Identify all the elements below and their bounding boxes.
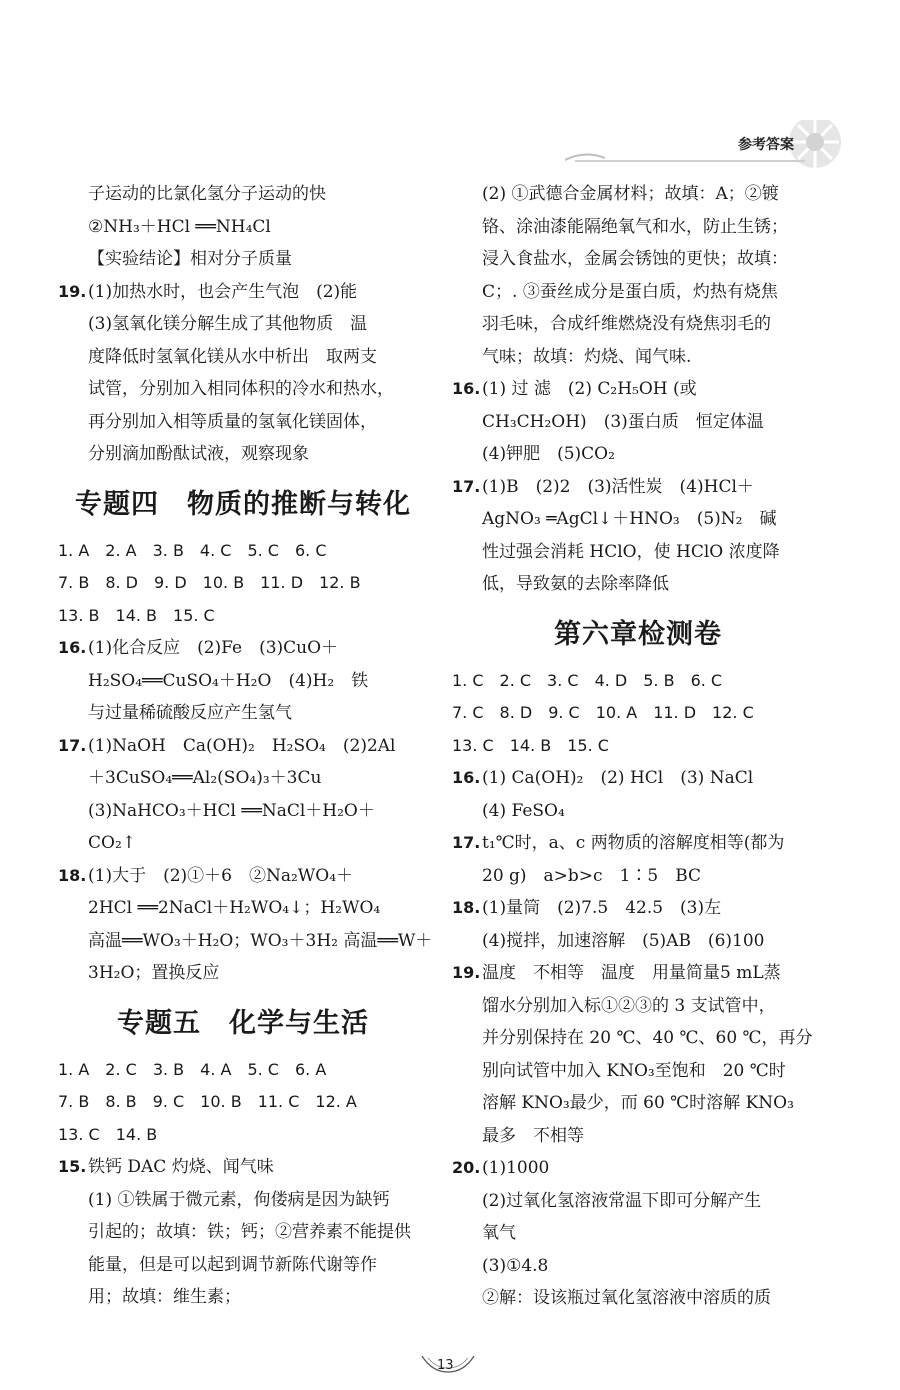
answer-item — [452, 762, 824, 827]
answer-line: ＋3CuSO₄══Al₂(SO₄)₃＋3Cu — [88, 768, 322, 788]
answer-line: (1)化合反应 (2)Fe (3)CuO＋ — [88, 638, 339, 658]
left-column — [58, 178, 433, 1314]
item-number: 15. — [58, 1157, 87, 1176]
answer-line: 铬、涂油漆能隔绝氧气和水，防止生锈； — [482, 216, 788, 237]
answer-line: (4)钾肥 (5)CO₂ — [482, 444, 615, 464]
choice-answers-row: 1. A 2. C 3. B 4. A 5. C 6. A — [58, 1059, 327, 1079]
answer-line: (1)NaOH Ca(OH)₂ H₂SO₄ (2)2Al — [88, 735, 396, 756]
answer-line: 铁钙 DAC 灼烧、闻气味 — [88, 1157, 274, 1177]
answer-item — [58, 860, 433, 990]
item-number: 18. — [58, 865, 87, 885]
right-items-top — [452, 178, 824, 601]
section5-title: 专题五 化学与生活 — [117, 1007, 369, 1039]
answer-line: AgNO₃ ═AgCl↓＋HNO₃ (5)N₂ 碱 — [482, 509, 777, 529]
section4-items — [58, 632, 433, 990]
answer-line: 性过强会消耗 HClO，使 HClO 浓度降 — [482, 541, 780, 562]
answer-line: 试管，分别加入相同体积的冷水和热水， — [88, 379, 394, 399]
answer-item — [452, 471, 824, 601]
answer-line: 再分别加入相等质量的氢氧化镁固体， — [88, 411, 377, 432]
item-number: 19. — [58, 281, 87, 301]
section4-title: 专题四 物质的推断与转化 — [75, 488, 411, 520]
answer-line: t₁℃时，a、c 两物质的溶解度相等(都为 — [482, 833, 785, 853]
answer-line: 并分别保持在 20 ℃、40 ℃、60 ℃，再分 — [482, 1028, 813, 1048]
answer-line: ②解：设该瓶过氧化氢溶液中溶质的质 — [482, 1288, 771, 1308]
item-number: 16. — [452, 768, 481, 787]
answer-item — [452, 892, 824, 957]
answer-line: (3)①4.8 — [482, 1255, 549, 1276]
answer-line: (1)B (2)2 (3)活性炭 (4)HCl＋ — [482, 476, 754, 497]
answer-line: (2)过氧化氢溶液常温下即可分解产生 — [482, 1190, 762, 1211]
item-number: 18. — [452, 898, 481, 917]
answer-line: (1)加热水时，也会产生气泡 (2)能 — [88, 281, 358, 302]
answer-item — [58, 178, 428, 276]
answer-line: 气味；故填：灼烧、闻气味. — [482, 346, 692, 367]
answer-item — [452, 827, 824, 892]
answer-line: 浸入食盐水，金属会锈蚀的更快；故填： — [482, 249, 788, 269]
answer-line: 最多 不相等 — [482, 1125, 584, 1146]
answer-line: (1) Ca(OH)₂ (2) HCl (3) NaCl — [482, 768, 754, 788]
answer-item — [58, 276, 428, 471]
choice-answers-row: 7. B 8. B 9. C 10. B 11. C 12. A — [58, 1092, 357, 1111]
choice-answers-row: 13. B 14. B 15. C — [58, 605, 215, 625]
answer-line: (1)1000 — [482, 1158, 550, 1178]
answer-item — [452, 1152, 824, 1315]
header-label: 参考答案 — [738, 137, 794, 153]
answer-line: (3)NaHCO₃＋HCl ══NaCl＋H₂O＋ — [88, 800, 375, 821]
answer-line: 高温══WO₃＋H₂O；WO₃＋3H₂ 高温══W＋ — [88, 930, 433, 951]
answer-line: 与过量稀硫酸反应产生氢气 — [88, 703, 292, 723]
answer-line: CH₃CH₂OH) (3)蛋白质 恒定体温 — [482, 411, 764, 432]
section5-items — [58, 1151, 428, 1314]
answer-line: 引起的；故填：铁；钙；②营养素不能提供 — [88, 1222, 411, 1242]
choice-answers-row: 7. B 8. D 9. D 10. B 11. D 12. B — [58, 573, 361, 592]
item-number: 17. — [452, 476, 481, 496]
answer-line: 羽毛味，合成纤维燃烧没有烧焦羽毛的 — [482, 314, 771, 334]
item-number: 17. — [58, 735, 87, 755]
answer-line: (1)量筒 (2)7.5 42.5 (3)左 — [482, 898, 722, 918]
answer-line: CO₂↑ — [88, 833, 137, 853]
answer-line: 温度 不相等 温度 用量简量5 mL蒸 — [482, 963, 781, 983]
answer-line: 子运动的比氯化氢分子运动的快 — [88, 184, 326, 204]
section6-items — [452, 762, 824, 1315]
section5-answers — [58, 1054, 428, 1152]
right-column — [452, 178, 824, 1315]
answer-item — [452, 957, 824, 1152]
answer-line: (3)氢氧化镁分解生成了其他物质 温 — [88, 314, 368, 334]
answer-line: (4) FeSO₄ — [482, 800, 565, 821]
choice-answers-row: 1. A 2. A 3. B 4. C 5. C 6. C — [58, 540, 327, 560]
choice-answers-row: 13. C 14. B 15. C — [452, 735, 609, 755]
answer-item — [452, 373, 824, 471]
answer-line: 低，导致氨的去除率降低 — [482, 574, 669, 594]
answer-item — [58, 632, 428, 730]
item-number: 17. — [452, 833, 481, 852]
answer-line: 2HCl ══2NaCl＋H₂WO₄↓；H₂WO₄ — [88, 898, 381, 918]
item-number: 16. — [58, 638, 87, 657]
answer-line: 能量，但是可以起到调节新陈代谢等作 — [88, 1254, 377, 1275]
header-decoration — [565, 120, 845, 175]
choice-answers-row: 7. C 8. D 9. C 10. A 11. D 12. C — [452, 703, 754, 722]
choice-answers-row: 13. C 14. B — [58, 1124, 158, 1144]
answer-line: (1) 过 滤 (2) C₂H₅OH (或 — [482, 379, 697, 399]
answer-line: 度降低时氢氧化镁从水中析出 取两支 — [88, 346, 377, 367]
section4-answers — [58, 535, 428, 633]
answer-line: 馏水分别加入标①②③的 3 支试管中， — [482, 995, 776, 1016]
answer-line: 分别滴加酚酞试液，观察现象 — [88, 444, 309, 464]
answer-line: 溶解 KNO₃最少，而 60 ℃时溶解 KNO₃ — [482, 1093, 794, 1113]
answer-item — [452, 178, 824, 373]
answer-line: H₂SO₄══CuSO₄＋H₂O (4)H₂ 铁 — [88, 670, 369, 691]
answer-line: 用；故填：维生素； — [88, 1287, 241, 1307]
section6-title: 第六章检测卷 — [554, 618, 722, 650]
item-number: 16. — [452, 379, 481, 398]
header-rule — [575, 160, 805, 162]
answer-line: 氧气 — [482, 1223, 516, 1243]
left-items-top — [58, 178, 428, 471]
answer-line: ②NH₃＋HCl ══NH₄Cl — [88, 216, 271, 237]
answer-line: (1) ①铁属于微元素，佝偻病是因为缺钙 — [88, 1189, 390, 1210]
answer-line: (4)搅拌，加速溶解 (5)AB (6)100 — [482, 930, 765, 951]
section6-answers — [452, 665, 824, 763]
answer-line: (1)大于 (2)①＋6 ②Na₂WO₄＋ — [88, 865, 354, 886]
choice-answers-row: 1. C 2. C 3. C 4. D 5. B 6. C — [452, 670, 723, 690]
answer-line: (2) ①武德合金属材料；故填：A；②镀 — [482, 184, 779, 204]
answer-item — [58, 730, 428, 860]
answer-item — [58, 1151, 428, 1314]
item-number: 20. — [452, 1158, 481, 1177]
answer-line: 3H₂O；置换反应 — [88, 963, 220, 983]
answer-line: 别向试管中加入 KNO₃至饱和 20 ℃时 — [482, 1060, 786, 1081]
item-number: 19. — [452, 963, 481, 982]
answer-line: C；. ③蚕丝成分是蛋白质，灼热有烧焦 — [482, 281, 778, 302]
answer-line: 20 g) a>b>c 1∶5 BC — [482, 865, 702, 886]
page-number: 13 — [437, 1358, 454, 1373]
answer-line: 【实验结论】相对分子质量 — [88, 249, 292, 269]
